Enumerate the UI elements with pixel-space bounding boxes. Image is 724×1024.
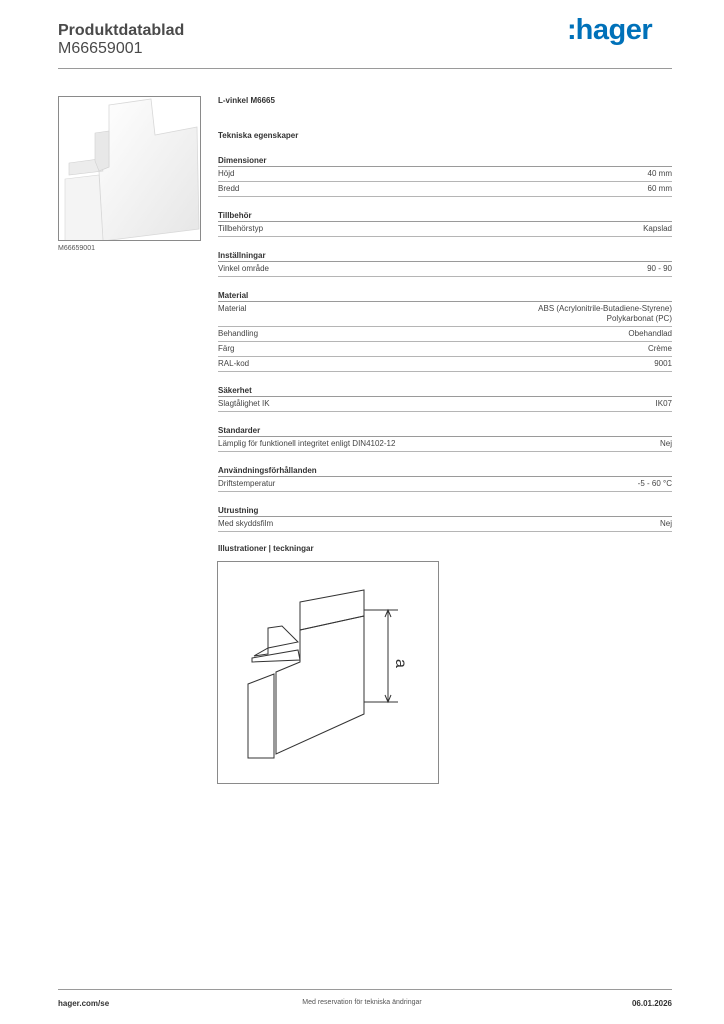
technical-drawing-image <box>218 562 440 785</box>
group-safety <box>218 386 672 412</box>
spec-label: Lämplig för funktionell integritet enligt DIN4102-12 <box>218 439 396 448</box>
spec-value: Nej <box>659 439 672 448</box>
spec-value-line: ABS (Acrylonitrile-Butadiene-Styrene) <box>538 304 672 313</box>
logo-text: hager <box>575 14 653 46</box>
spec-value: Crème <box>647 344 672 353</box>
spec-label: Höjd <box>218 169 235 178</box>
product-name: L-vinkel M6665 <box>218 96 275 105</box>
document-title: Produktdatablad <box>58 22 185 39</box>
spec-label: RAL-kod <box>218 359 250 368</box>
photo-caption: M66659001 <box>58 245 95 252</box>
document-subtitle: M66659001 <box>58 40 143 57</box>
footer-disclaimer: Med reservation för tekniska ändringar <box>302 999 422 1006</box>
group-title: Dimensioner <box>218 156 672 167</box>
spec-row <box>218 222 672 237</box>
hager-logo: :hager <box>567 14 653 46</box>
group-title: Material <box>218 291 672 302</box>
spec-value: -5 - 60 °C <box>637 479 672 488</box>
spec-label: Bredd <box>218 184 240 193</box>
spec-row <box>218 477 672 492</box>
spec-row <box>218 517 672 532</box>
spec-value: Kapslad <box>643 224 672 233</box>
group-dimensions <box>218 156 672 197</box>
spec-value <box>538 304 672 326</box>
group-standards <box>218 426 672 452</box>
header-divider <box>58 68 672 69</box>
footer-date: 06.01.2026 <box>631 999 672 1008</box>
group-settings <box>218 251 672 277</box>
spec-value: 90 - 90 <box>647 264 672 273</box>
spec-value: Nej <box>659 519 672 528</box>
group-title: Tillbehör <box>218 211 672 222</box>
group-accessories <box>218 211 672 237</box>
dimension-label: a <box>392 659 409 668</box>
group-title: Användningsförhållanden <box>218 466 672 477</box>
spec-row <box>218 342 672 357</box>
spec-value: 9001 <box>654 359 672 368</box>
group-title: Inställningar <box>218 251 672 262</box>
illustrations-heading: Illustrationer | teckningar <box>218 544 314 553</box>
spec-value: Obehandlad <box>628 329 672 338</box>
spec-row <box>218 327 672 342</box>
spec-label: Driftstemperatur <box>218 479 276 488</box>
spec-label: Behandling <box>218 329 259 338</box>
spec-row <box>218 262 672 277</box>
spec-row <box>218 397 672 412</box>
spec-value-line: Polykarbonat (PC) <box>606 314 672 323</box>
spec-row <box>218 167 672 182</box>
group-title: Utrustning <box>218 506 672 517</box>
spec-row <box>218 437 672 452</box>
group-title: Säkerhet <box>218 386 672 397</box>
spec-row <box>218 182 672 197</box>
spec-label: Slagtålighet IK <box>218 399 270 408</box>
product-photo <box>58 96 201 241</box>
spec-value: 40 mm <box>647 169 672 178</box>
spec-value: IK07 <box>655 399 672 408</box>
technical-drawing <box>217 561 439 784</box>
spec-label: Med skyddsfilm <box>218 519 274 528</box>
spec-label: Tillbehörstyp <box>218 224 264 233</box>
technical-properties-heading: Tekniska egenskaper <box>218 131 299 140</box>
product-photo-image <box>59 97 201 241</box>
specifications <box>218 96 672 532</box>
spec-label: Färg <box>218 344 235 353</box>
spec-label: Vinkel område <box>218 264 269 273</box>
group-operating-conditions <box>218 466 672 492</box>
footer-website: hager.com/se <box>58 999 110 1008</box>
group-material <box>218 291 672 372</box>
group-title: Standarder <box>218 426 672 437</box>
group-equipment <box>218 506 672 532</box>
spec-value: 60 mm <box>647 184 672 193</box>
spec-label: Material <box>218 304 247 313</box>
footer-divider <box>58 989 672 990</box>
spec-row <box>218 302 672 327</box>
spec-row <box>218 357 672 372</box>
